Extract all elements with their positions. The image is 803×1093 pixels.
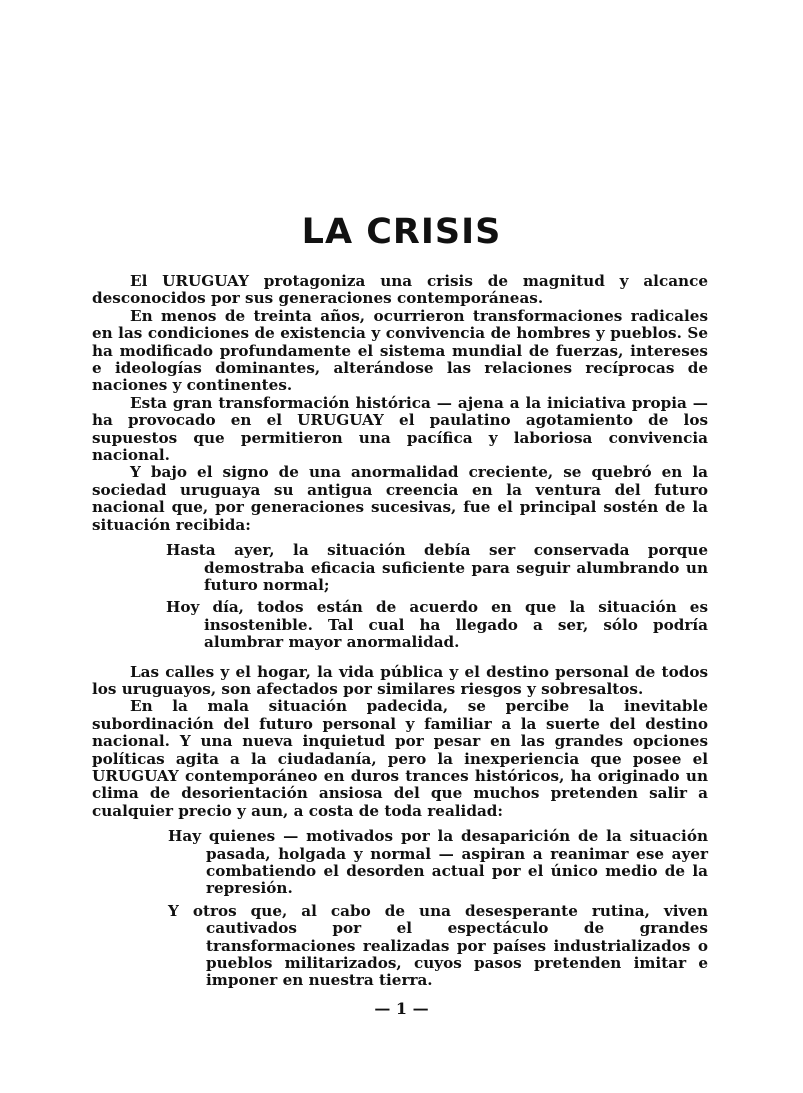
indented-list-positions [168, 828, 708, 990]
list-item: Hasta ayer, la situación debía ser conservada porque demostraba eficacia suficiente para seguir alumbrando un futuro normal; [166, 541, 708, 594]
indented-list-situation [166, 542, 708, 651]
paragraph: En menos de treinta años, ocurrieron transformaciones radicales en las condiciones de existencia y convivencia de hombres y pueblos. Se ha modificado profundamente el sistema mundial de fuerzas, intereses e ideologías dominantes, alterándose las relaciones recíprocas de naciones y continentes. [92, 306, 708, 395]
document-body [92, 273, 708, 995]
list-item: Hay quienes — motivados por la desaparición de la situación pasada, holgada y normal — aspiran a reanimar ese ayer combatiendo el desorden actual por el único medio de la represión. [168, 827, 708, 898]
paragraph: Esta gran transformación histórica — ajena a la iniciativa propia — ha provocado en el URUGUAY el paulatino agotamiento de los supuestos que permitieron una pacífica y laboriosa convivencia nacional. [92, 393, 708, 465]
paragraph: Y bajo el signo de una anormalidad creciente, se quebró en la sociedad uruguaya su antigua creencia en la ventura del futuro nacional que, por generaciones sucesivas, fue el principal sostén de la situación recibida: [92, 463, 708, 534]
list-item: Y otros que, al cabo de una desesperante rutina, viven cautivados por el espectáculo de grandes transformaciones realizadas por países industrializados o pueblos militarizados, cuyos pasos pretenden imitar e imponer en nuestra tierra. [168, 901, 708, 990]
page-number: — 1 — [374, 999, 429, 1018]
paragraph: El URUGUAY protagoniza una crisis de magnitud y alcance desconocidos por sus generaciones contemporáneas. [92, 272, 708, 308]
list-item: Hoy día, todos están de acuerdo en que la situación es insostenible. Tal cual ha llegado a ser, sólo podría alumbrar mayor anormalidad. [166, 598, 708, 652]
paragraph: En la mala situación padecida, se percibe la inevitable subordinación del futuro personal y familiar a la suerte del destino nacional. Y una nueva inquietud por pesar en las grandes opciones políticas agita a la ciudadanía, pero la inexperiencia que posee el URUGUAY contemporáneo en duros trances históricos, ha originado un clima de desorientación ansiosa del que muchos pretenden salir a cualquier precio y aun, a costa de toda realidad: [92, 697, 708, 820]
paragraph: Las calles y el hogar, la vida pública y el destino personal de todos los uruguayos, son afectados por similares riesgos y sobresaltos. [92, 662, 708, 698]
page-title: LA CRISIS [301, 212, 502, 252]
